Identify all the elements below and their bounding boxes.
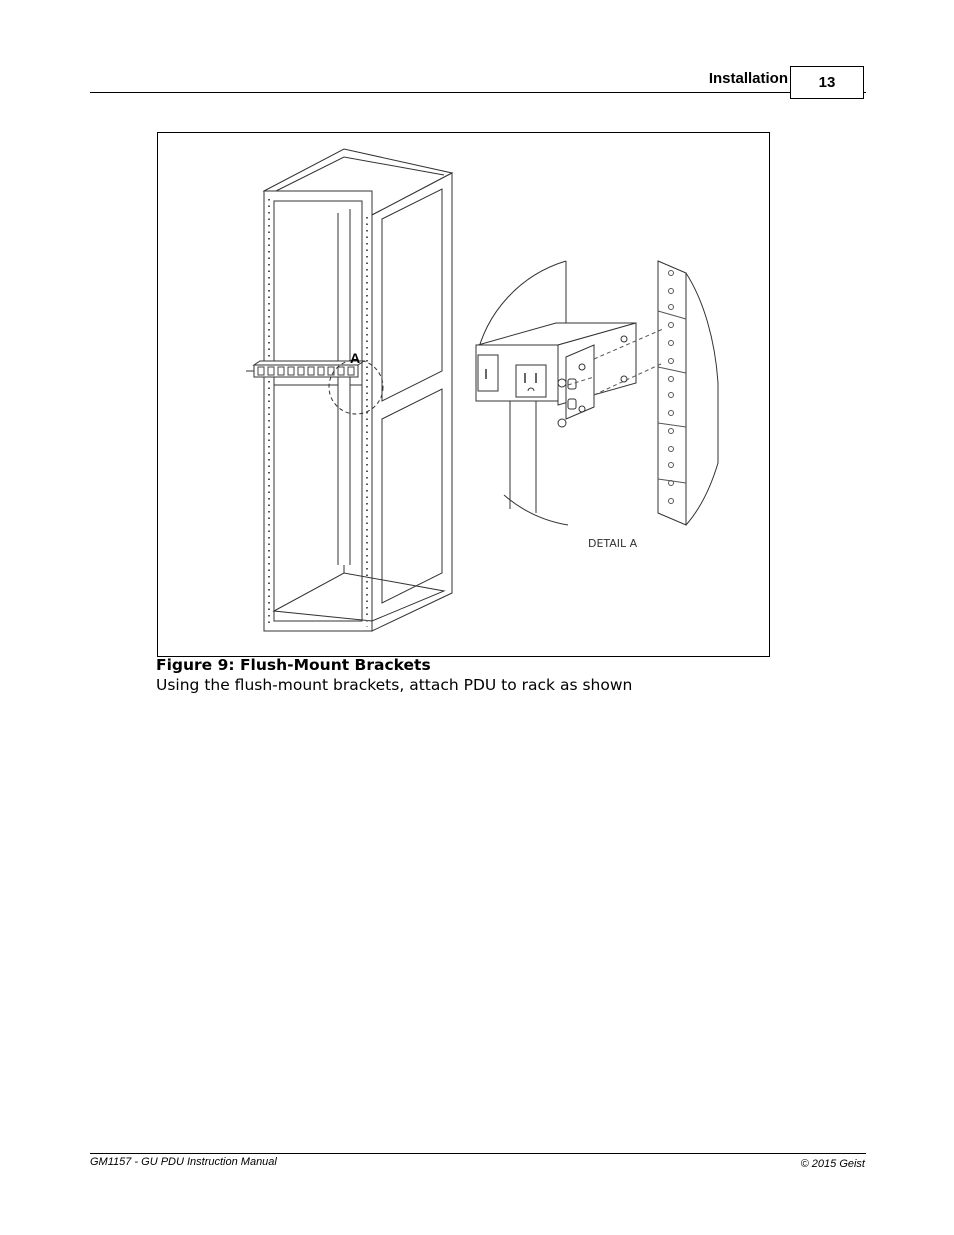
footer-manual-title: GM1157 - GU PDU Instruction Manual <box>90 1156 277 1168</box>
pdu-strip <box>246 361 364 377</box>
page-number: 13 <box>818 74 836 91</box>
figure-caption-text: Using the flush-mount brackets, attach PDU to rack as shown <box>156 676 633 694</box>
detail-label: DETAIL A <box>588 537 638 550</box>
rack-cabinet <box>264 149 452 631</box>
figure-caption-title: Figure 9: Flush-Mount Brackets <box>156 656 431 674</box>
page-number-box <box>790 66 864 99</box>
detail-a-view <box>476 261 718 550</box>
footer-copyright: © 2015 Geist <box>800 1158 865 1170</box>
figure-frame <box>157 132 770 657</box>
section-title: Installation <box>708 70 788 87</box>
callout-letter: A <box>350 350 361 366</box>
footer-rule <box>90 1153 866 1154</box>
header-rule <box>90 92 866 93</box>
rack-illustration <box>158 133 771 658</box>
